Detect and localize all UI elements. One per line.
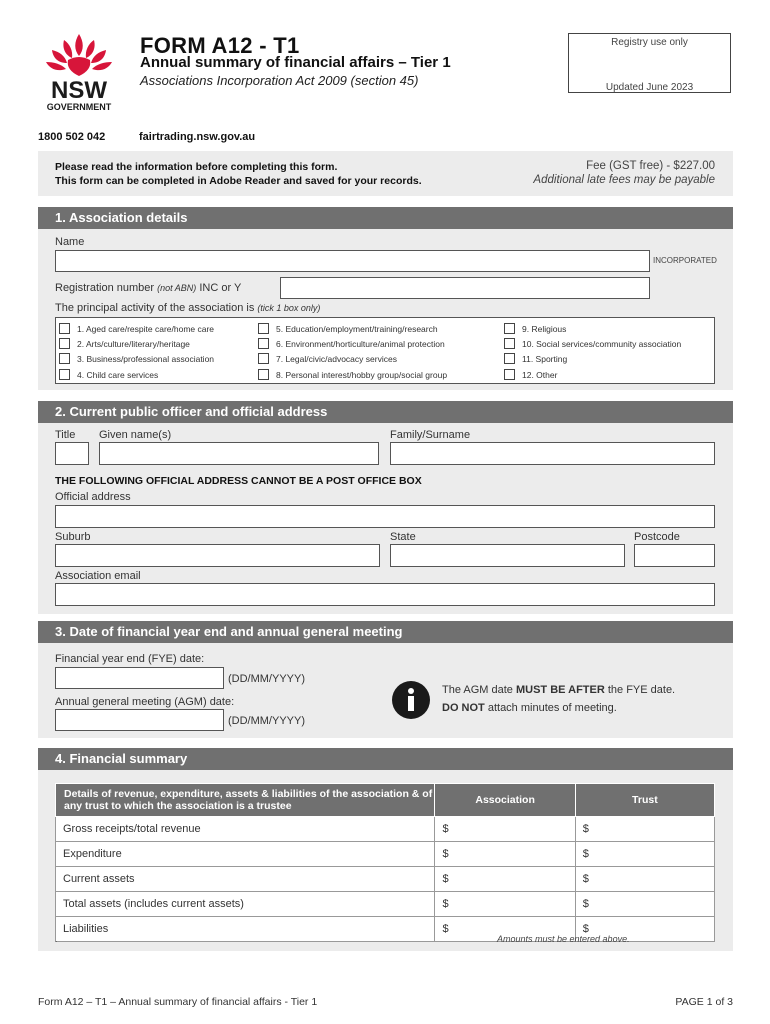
- trust-amount-input[interactable]: $: [575, 892, 714, 917]
- activity-option-3[interactable]: 3. Business/professional association: [59, 353, 214, 364]
- footnote-dot: .: [55, 934, 58, 944]
- checkbox[interactable]: [258, 369, 269, 380]
- activity-option-2[interactable]: 2. Arts/culture/literary/heritage: [59, 338, 190, 349]
- section-heading: 1. Association details: [38, 207, 733, 229]
- activity-option-1[interactable]: 1. Aged care/respite care/home care: [59, 323, 214, 334]
- agm-date-input[interactable]: [55, 709, 224, 731]
- family-name-label: Family/Surname: [390, 429, 471, 441]
- activity-options: [55, 317, 715, 384]
- footer-form-name: Form A12 – T1 – Annual summary of financial affairs - Tier 1: [38, 996, 318, 1008]
- fye-date-format: (DD/MM/YYYY): [228, 673, 305, 685]
- activity-option-12[interactable]: 12. Other: [504, 369, 557, 380]
- section-heading: 3. Date of financial year end and annual general meeting: [38, 621, 733, 643]
- association-amount-input[interactable]: $: [435, 867, 575, 892]
- checkbox[interactable]: [258, 338, 269, 349]
- fye-date-input[interactable]: [55, 667, 224, 689]
- given-name-label: Given name(s): [99, 429, 172, 441]
- checkbox[interactable]: [258, 323, 269, 334]
- amounts-footnote: Amounts must be entered above.: [497, 934, 630, 944]
- section-heading: 2. Current public officer and official address: [38, 401, 733, 423]
- checkbox[interactable]: [258, 353, 269, 364]
- association-amount-input[interactable]: $: [435, 917, 575, 942]
- info-line-2: This form can be completed in Adobe Reader and saved for your records.: [55, 175, 422, 187]
- fye-label: Financial year end (FYE) date:: [55, 653, 205, 665]
- row-label: Current assets: [56, 867, 435, 892]
- activity-option-6[interactable]: 6. Environment/horticulture/animal protection: [258, 338, 445, 349]
- section-heading: 4. Financial summary: [38, 748, 733, 770]
- late-fee-text: Additional late fees may be payable: [533, 174, 715, 186]
- minutes-note: DO NOT attach minutes of meeting.: [442, 702, 617, 714]
- row-label: Liabilities: [56, 917, 435, 942]
- activity-option-9[interactable]: 9. Religious: [504, 323, 566, 334]
- postcode-label: Postcode: [634, 531, 680, 543]
- agm-date-format: (DD/MM/YYYY): [228, 715, 305, 727]
- financial-summary-table: [55, 783, 715, 942]
- table-row: [56, 867, 715, 892]
- activity-option-11[interactable]: 11. Sporting: [504, 353, 567, 364]
- state-label: State: [390, 531, 416, 543]
- checkbox[interactable]: [504, 338, 515, 349]
- updated-date: Updated June 2023: [605, 82, 694, 93]
- row-label: Total assets (includes current assets): [56, 892, 435, 917]
- checkbox[interactable]: [504, 369, 515, 380]
- waratah-icon: [34, 32, 124, 118]
- website-link[interactable]: fairtrading.nsw.gov.au: [139, 131, 256, 143]
- activity-option-10[interactable]: 10. Social services/community association: [504, 338, 681, 349]
- checkbox[interactable]: [59, 369, 70, 380]
- email-label: Association email: [55, 570, 141, 582]
- col-trust: Trust: [575, 784, 714, 817]
- official-address-label: Official address: [55, 491, 131, 503]
- checkbox[interactable]: [504, 353, 515, 364]
- official-address-input[interactable]: [55, 505, 715, 528]
- svg-text:GOVERNMENT: GOVERNMENT: [46, 102, 112, 112]
- nsw-government-logo: [34, 32, 124, 118]
- suburb-input[interactable]: [55, 544, 380, 567]
- title-label: Title: [55, 429, 76, 441]
- info-panel: [38, 151, 733, 196]
- principal-activity-label: The principal activity of the association is (tick 1 box only): [55, 302, 321, 314]
- registry-label: Registry use only: [611, 37, 688, 48]
- form-title: FORM A12 - T1: [140, 33, 300, 58]
- postcode-input[interactable]: [634, 544, 715, 567]
- po-box-notice: THE FOLLOWING OFFICIAL ADDRESS CANNOT BE A POST OFFICE BOX: [55, 475, 422, 487]
- agm-label: Annual general meeting (AGM) date:: [55, 696, 235, 708]
- activity-option-4[interactable]: 4. Child care services: [59, 369, 158, 380]
- checkbox[interactable]: [59, 353, 70, 364]
- page-number: PAGE 1 of 3: [675, 996, 733, 1008]
- association-amount-input[interactable]: $: [435, 892, 575, 917]
- association-amount-input[interactable]: $: [435, 842, 575, 867]
- svg-text:NSW: NSW: [51, 77, 107, 104]
- act-reference: Associations Incorporation Act 2009 (section 45): [140, 73, 419, 88]
- col-details: Details of revenue, expenditure, assets & liabilities of the association & of any trust to which the association is a trustee: [56, 784, 435, 817]
- info-icon: [391, 680, 431, 725]
- registration-number-input[interactable]: [280, 277, 650, 299]
- row-label: Expenditure: [56, 842, 435, 867]
- table-row: [56, 842, 715, 867]
- trust-amount-input[interactable]: $: [575, 817, 714, 842]
- trust-amount-input[interactable]: $: [575, 867, 714, 892]
- info-line-1: Please read the information before completing this form.: [55, 161, 338, 173]
- registry-box: [568, 33, 731, 93]
- association-email-input[interactable]: [55, 583, 715, 606]
- association-amount-input[interactable]: $: [435, 817, 575, 842]
- checkbox[interactable]: [59, 338, 70, 349]
- checkbox[interactable]: [59, 323, 70, 334]
- activity-option-8[interactable]: 8. Personal interest/hobby group/social group: [258, 369, 447, 380]
- registration-label: Registration number (not ABN) INC or Y: [55, 282, 242, 294]
- title-input[interactable]: [55, 442, 89, 465]
- row-label: Gross receipts/total revenue: [56, 817, 435, 842]
- fee-text: Fee (GST free) - $227.00: [586, 160, 715, 172]
- name-label: Name: [55, 236, 85, 248]
- state-input[interactable]: [390, 544, 625, 567]
- trust-amount-input[interactable]: $: [575, 917, 714, 942]
- given-name-input[interactable]: [99, 442, 379, 465]
- phone-number: 1800 502 042: [38, 131, 106, 143]
- table-row: [56, 892, 715, 917]
- activity-option-5[interactable]: 5. Education/employment/training/research: [258, 323, 438, 334]
- activity-option-7[interactable]: 7. Legal/civic/advocacy services: [258, 353, 397, 364]
- incorporated-label: INCORPORATED: [653, 256, 717, 265]
- col-association: Association: [435, 784, 575, 817]
- family-name-input[interactable]: [390, 442, 715, 465]
- suburb-label: Suburb: [55, 531, 91, 543]
- agm-note: The AGM date MUST BE AFTER the FYE date.: [442, 684, 676, 696]
- trust-amount-input[interactable]: $: [575, 842, 714, 867]
- checkbox[interactable]: [504, 323, 515, 334]
- form-subtitle: Annual summary of financial affairs – Tier 1: [140, 54, 451, 71]
- table-row: [56, 817, 715, 842]
- association-name-input[interactable]: [55, 250, 650, 272]
